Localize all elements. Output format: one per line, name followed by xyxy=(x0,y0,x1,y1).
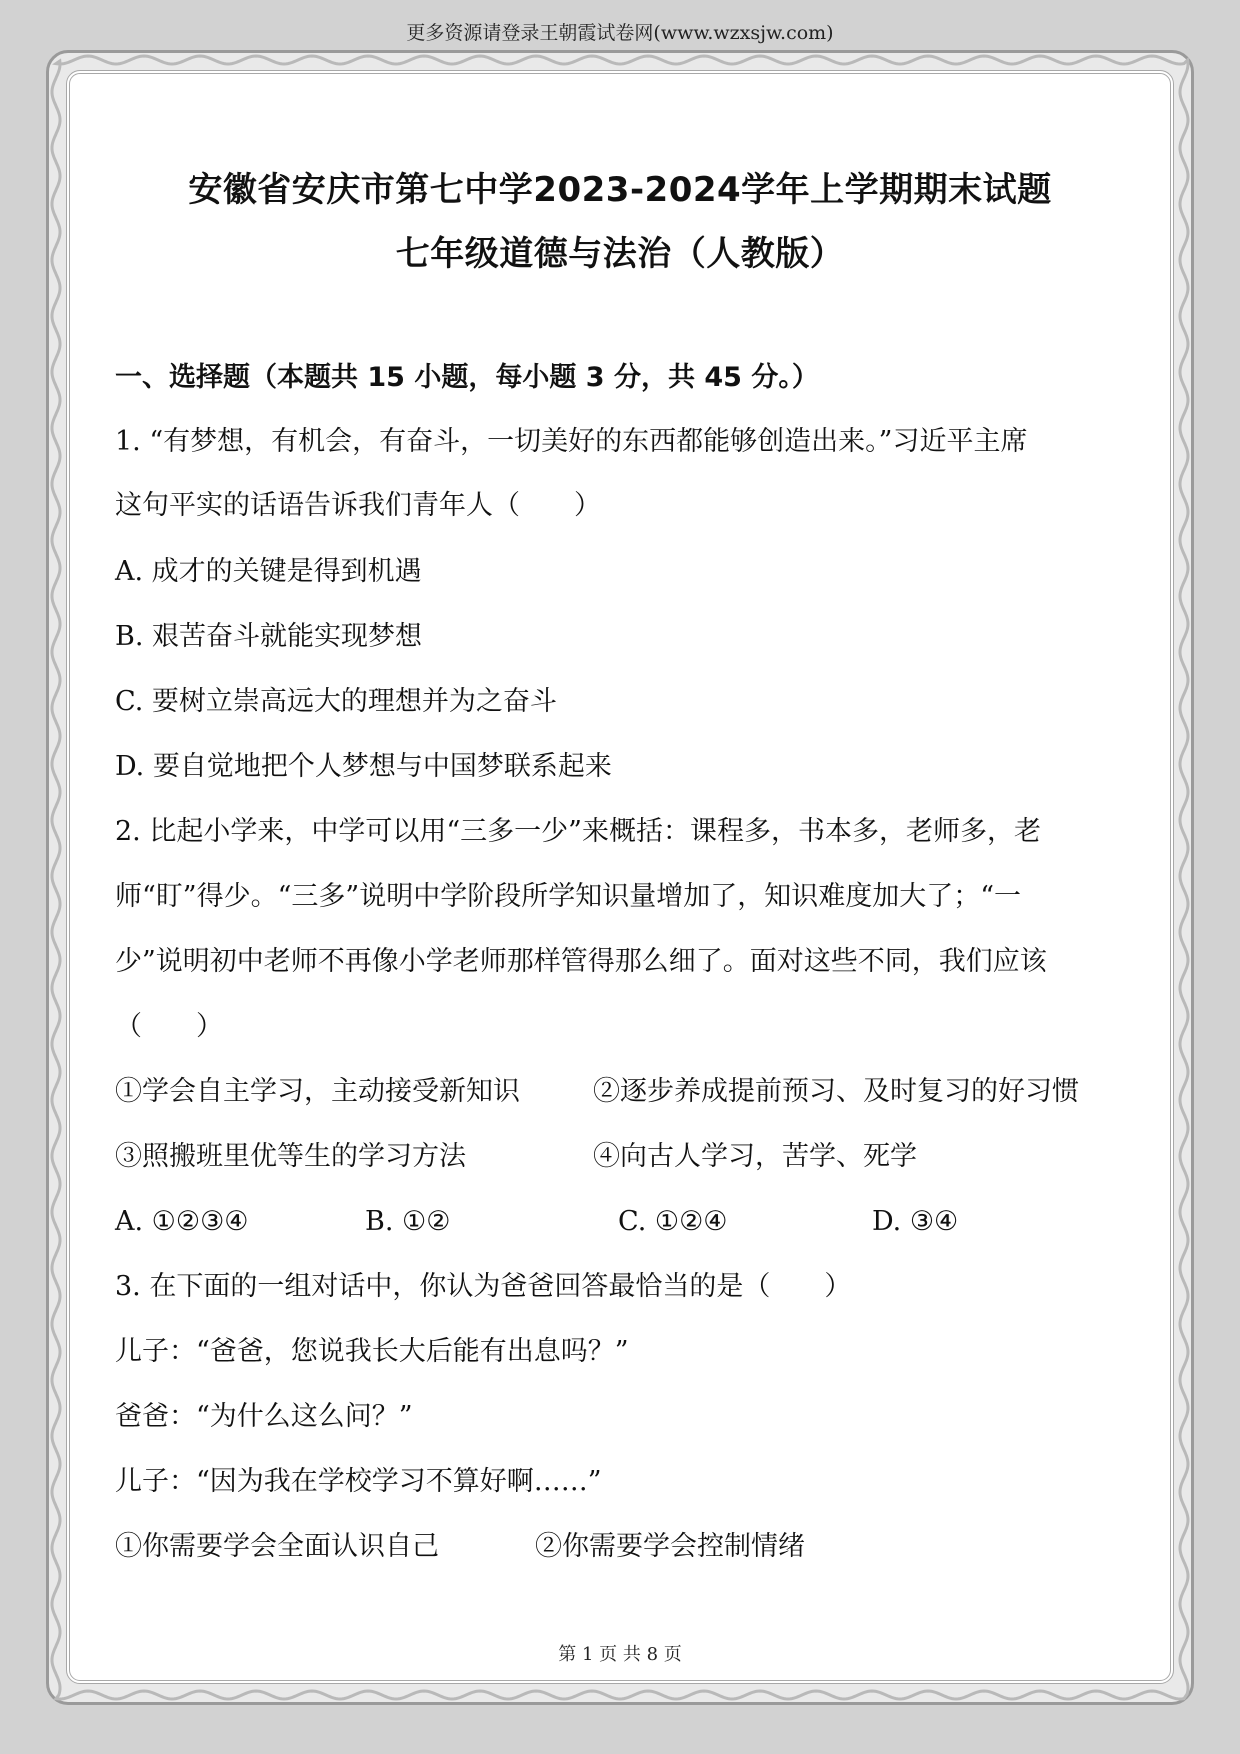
q2-stem-line3: 少”说明初中老师不再像小学老师那样管得那么细了。面对这些不同，我们应该 xyxy=(115,946,1047,977)
q2-statement-2: ②逐步养成提前预习、及时复习的好习惯 xyxy=(593,1076,1079,1107)
q2-option-d: D. ③④ xyxy=(872,1206,959,1237)
q1-stem-line2: 这句平实的话语告诉我们青年人（ ） xyxy=(115,490,601,521)
section-heading: 一、选择题（本题共 15 小题，每小题 3 分，共 45 分。） xyxy=(115,362,819,393)
q1-option-b: B. 艰苦奋斗就能实现梦想 xyxy=(115,621,423,652)
q3-statement-1: ①你需要学会全面认识自己 xyxy=(115,1531,439,1562)
q2-statement-4: ④向古人学习，苦学、死学 xyxy=(593,1141,917,1172)
exam-title: 安徽省安庆市第七中学2023-2024学年上学期期末试题 xyxy=(188,170,1052,210)
header-note: 更多资源请登录王朝霞试卷网(www.wzxsjw.com) xyxy=(406,22,834,44)
q3-dialog-1: 儿子：“爸爸，您说我长大后能有出息吗？” xyxy=(115,1336,629,1367)
q2-option-b: B. ①② xyxy=(365,1206,451,1237)
q2-stem-line4: （ ） xyxy=(115,1011,223,1042)
q1-option-d: D. 要自觉地把个人梦想与中国梦联系起来 xyxy=(115,751,612,782)
q2-statement-1: ①学会自主学习，主动接受新知识 xyxy=(115,1076,520,1107)
page-footer: 第 1 页 共 8 页 xyxy=(558,1644,682,1665)
q2-option-c: C. ①②④ xyxy=(618,1206,728,1237)
q2-statement-3: ③照搬班里优等生的学习方法 xyxy=(115,1141,466,1172)
q3-statement-2: ②你需要学会控制情绪 xyxy=(535,1531,805,1562)
q2-option-a: A. ①②③④ xyxy=(115,1206,249,1237)
q3-stem: 3. 在下面的一组对话中，你认为爸爸回答最恰当的是（ ） xyxy=(115,1271,852,1302)
q1-option-c: C. 要树立崇高远大的理想并为之奋斗 xyxy=(115,686,557,717)
q3-dialog-2: 爸爸：“为什么这么问？” xyxy=(115,1401,413,1432)
exam-subtitle: 七年级道德与法治（人教版） xyxy=(395,234,845,274)
q1-option-a: A. 成才的关键是得到机遇 xyxy=(115,556,422,587)
q2-stem-line2: 师“盯”得少。“三多”说明中学阶段所学知识量增加了，知识难度加大了；“一 xyxy=(115,881,1022,912)
page-frame-inner xyxy=(66,70,1174,1684)
q1-stem-line1: 1. “有梦想，有机会，有奋斗，一切美好的东西都能够创造出来。”习近平主席 xyxy=(115,426,1028,457)
q3-dialog-3: 儿子：“因为我在学校学习不算好啊……” xyxy=(115,1466,602,1497)
q2-stem-line1: 2. 比起小学来，中学可以用“三多一少”来概括：课程多，书本多，老师多，老 xyxy=(115,816,1041,847)
